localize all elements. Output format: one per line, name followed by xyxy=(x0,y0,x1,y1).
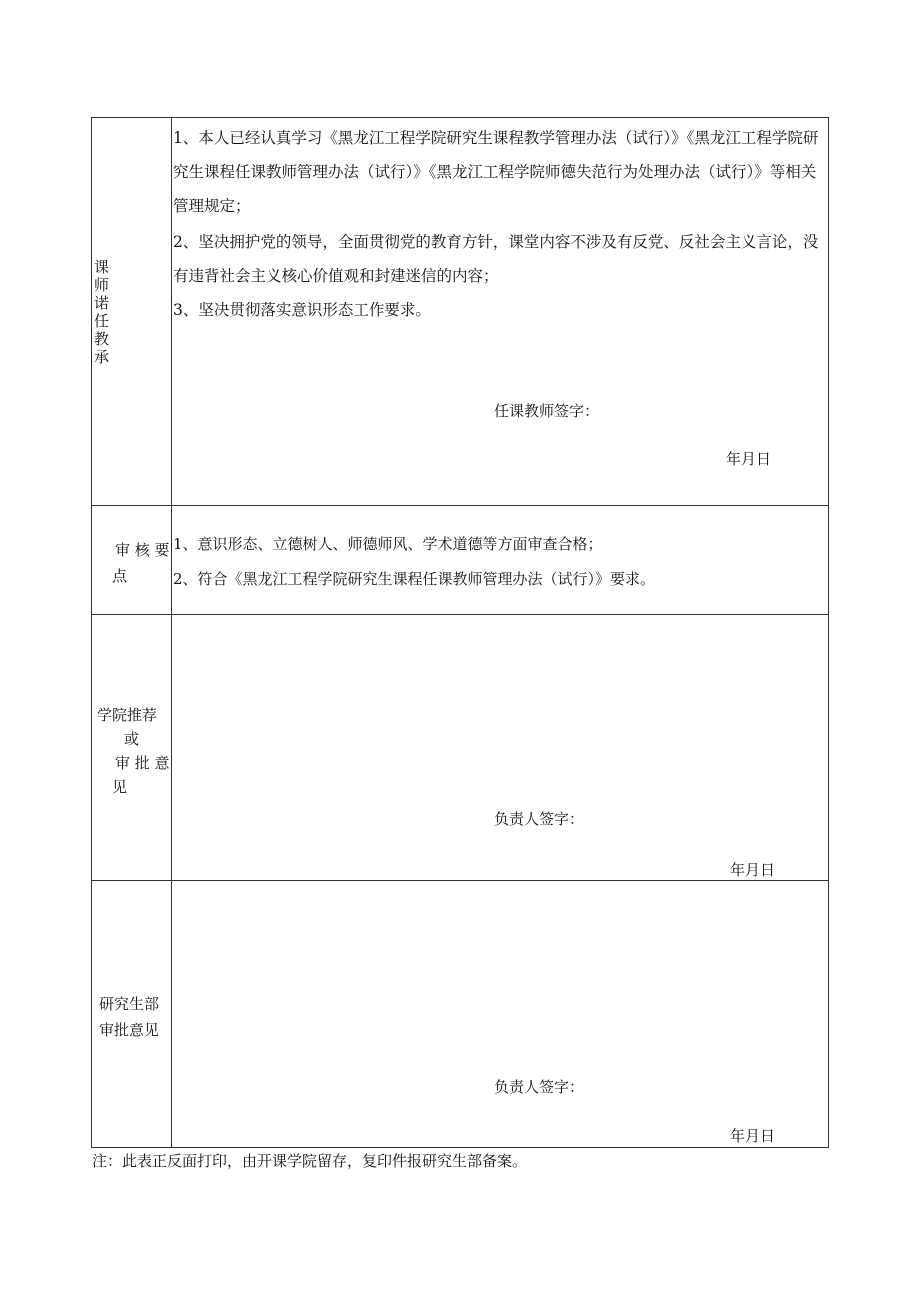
review-label-line2: 点 xyxy=(112,567,128,585)
commitment-label-char-6: 承 xyxy=(94,348,110,366)
commitment-label-char-5: 教 xyxy=(94,330,110,348)
college-label-line2: 或 xyxy=(124,730,140,748)
table-right-border xyxy=(828,117,829,1148)
graduate-label-line2: 审批意见 xyxy=(99,1021,160,1039)
footnote: 注：此表正反面打印，由开课学院留存，复印件报研究生部备案。 xyxy=(92,1152,528,1170)
commitment-label-char-4: 任 xyxy=(94,312,110,330)
graduate-signature-label: 负责人签字： xyxy=(494,1078,585,1096)
graduate-date-label: 年月日 xyxy=(730,1127,776,1145)
commitment-item-2: 2、坚决拥护党的领导，全面贯彻党的教育方针，课堂内容不涉及有反党、反社会主义言论，没有违背社会主义核心价值观和封建迷信的内容； xyxy=(173,233,819,285)
commitment-label-char-2: 师 xyxy=(94,276,110,294)
row-divider-3 xyxy=(91,880,829,881)
college-label-line3: 审 批 意 xyxy=(115,754,170,772)
college-label-line1: 学院推荐 xyxy=(97,706,158,724)
commitment-item-3: 3、坚决贯彻落实意识形态工作要求。 xyxy=(173,301,431,319)
column-divider xyxy=(171,117,172,1148)
row-divider-1 xyxy=(91,505,829,506)
review-item-2: 2、符合《黑龙江工程学院研究生课程任课教师管理办法（试行）》要求。 xyxy=(173,570,656,588)
table-bottom-border xyxy=(91,1147,829,1148)
review-label-line1: 审 核 要 xyxy=(115,541,170,559)
table-left-border xyxy=(91,117,92,1148)
college-date-label: 年月日 xyxy=(730,861,776,879)
commitment-item-1: 1、本人已经认真学习《黑龙江工程学院研究生课程教学管理办法（试行）》《黑龙江工程学院研究生课程任课教师管理办法（试行）》《黑龙江工程学院师德失范行为处理办法（试行）》等相关管理规定； xyxy=(173,129,819,215)
row-divider-2 xyxy=(91,614,829,615)
college-label-line4: 见 xyxy=(112,778,128,796)
graduate-label-line1: 研究生部 xyxy=(99,995,160,1013)
commitment-date-label: 年月日 xyxy=(726,450,772,468)
commitment-label-char-3: 诺 xyxy=(94,294,110,312)
college-signature-label: 负责人签字： xyxy=(494,810,585,828)
review-item-1: 1、意识形态、立德树人、师德师风、学术道德等方面审查合格； xyxy=(173,535,603,553)
teacher-signature-label: 任课教师签字： xyxy=(494,402,600,420)
commitment-label-char-1: 课 xyxy=(94,258,110,276)
table-top-border xyxy=(91,117,829,118)
